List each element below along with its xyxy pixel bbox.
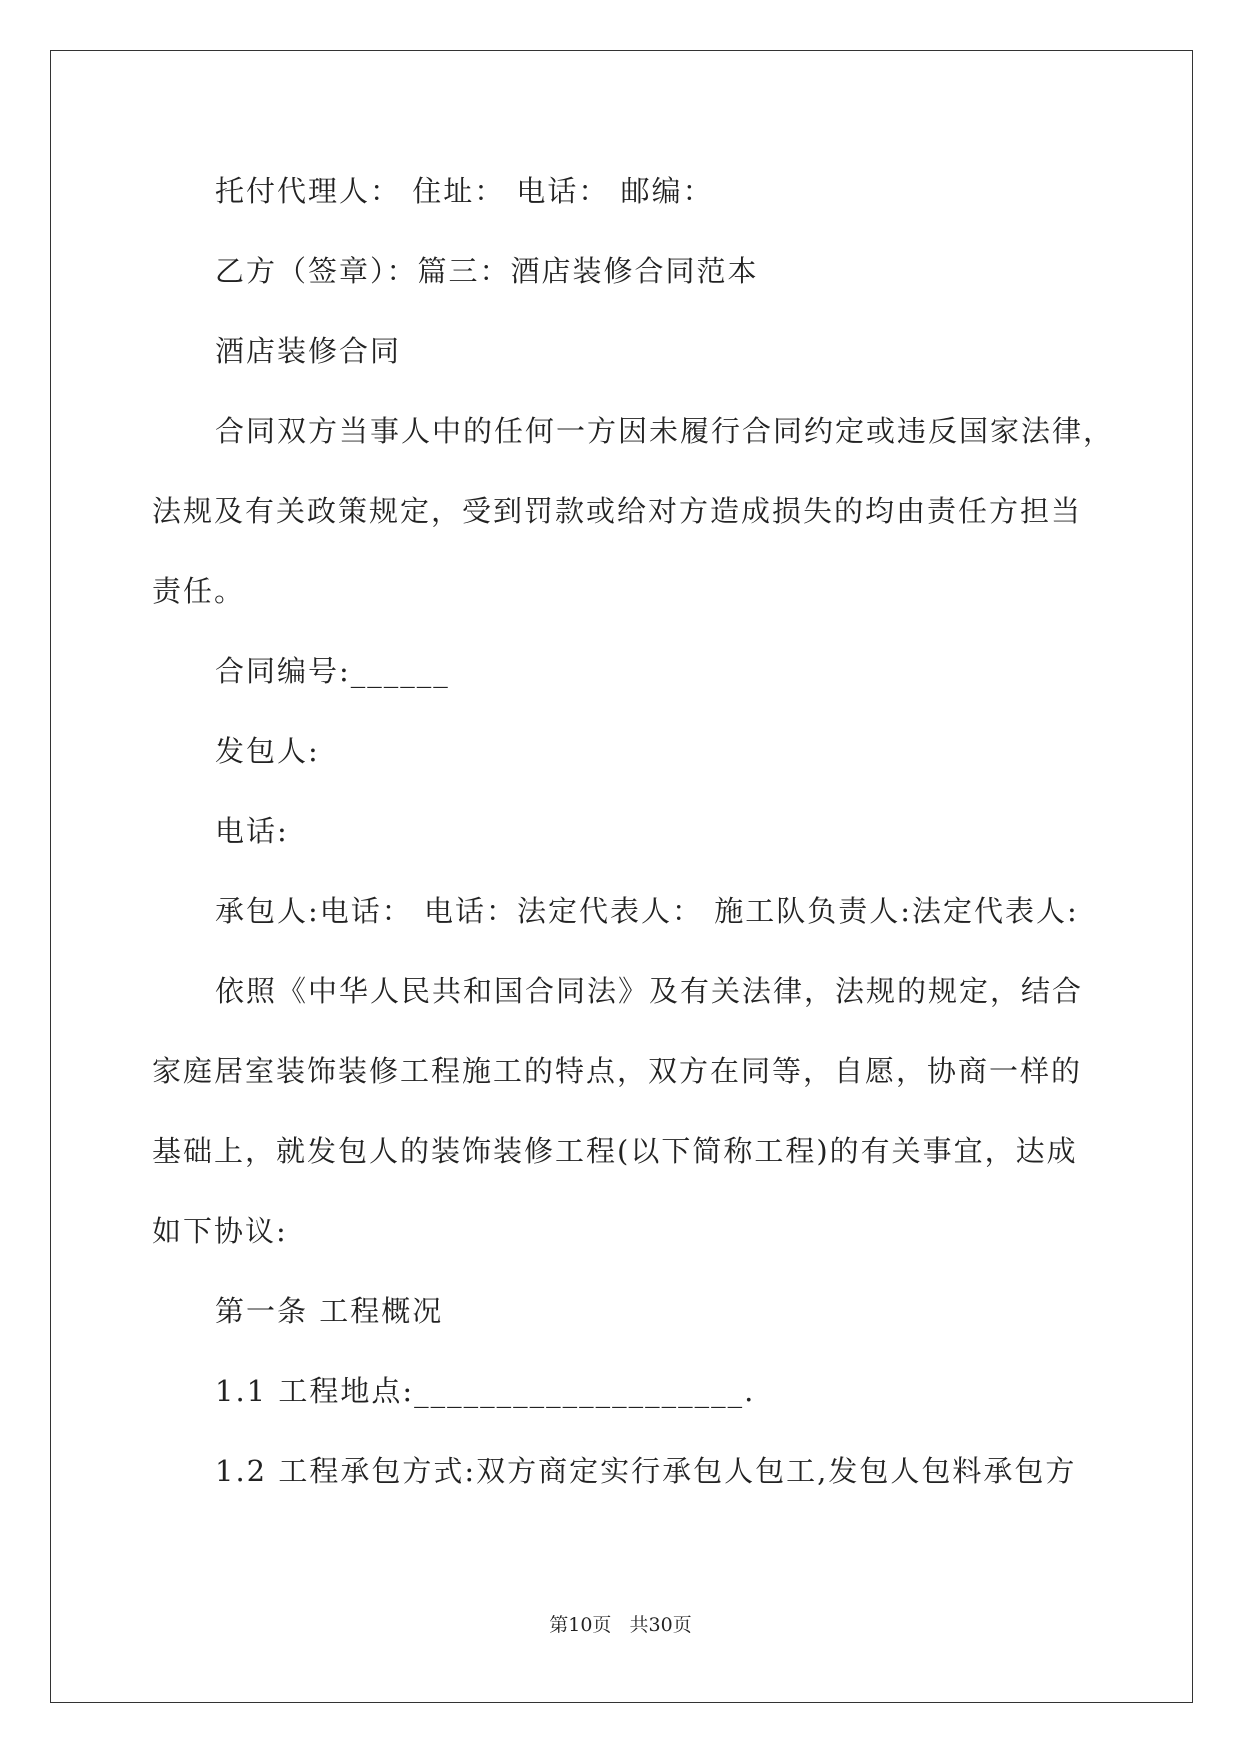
paragraph-line: 责任。 [152, 574, 246, 608]
text-line: 托付代理人： 住址： 电话： 邮编： [215, 174, 714, 208]
phone-field: 电话: [215, 814, 289, 848]
contractor-field: 承包人:电话： 电话：法定代表人： 施工队负责人:法定代表人: [215, 894, 1079, 928]
paragraph-line: 如下协议: [152, 1214, 288, 1248]
page-number: 第10页 共30页 [549, 1614, 692, 1636]
paragraph-line: 合同双方当事人中的任何一方因未履行合同约定或违反国家法律， [215, 414, 1115, 448]
employer-field: 发包人: [215, 734, 320, 768]
paragraph-line: 法规及有关政策规定，受到罚款或给对方造成损失的均由责任方担当 [152, 494, 1083, 528]
paragraph-line: 家庭居室装饰装修工程施工的特点，双方在同等，自愿，协商一样的 [152, 1054, 1083, 1088]
contract-number-field: 合同编号:______ [215, 654, 450, 688]
text-line: 乙方（签章）：篇三：酒店装修合同范本 [215, 254, 759, 288]
clause-line: 1.2 工程承包方式:双方商定实行承包人包工,发包人包料承包方 [215, 1454, 1077, 1488]
clause-line: 1.1 工程地点:____________________. [215, 1374, 756, 1408]
article-heading: 第一条 工程概况 [215, 1294, 444, 1328]
paragraph-line: 依照《中华人民共和国合同法》及有关法律，法规的规定，结合 [215, 974, 1084, 1008]
paragraph-line: 基础上，就发包人的装饰装修工程(以下简称工程)的有关事宜，达成 [152, 1134, 1078, 1168]
document-heading: 酒店装修合同 [215, 334, 402, 368]
